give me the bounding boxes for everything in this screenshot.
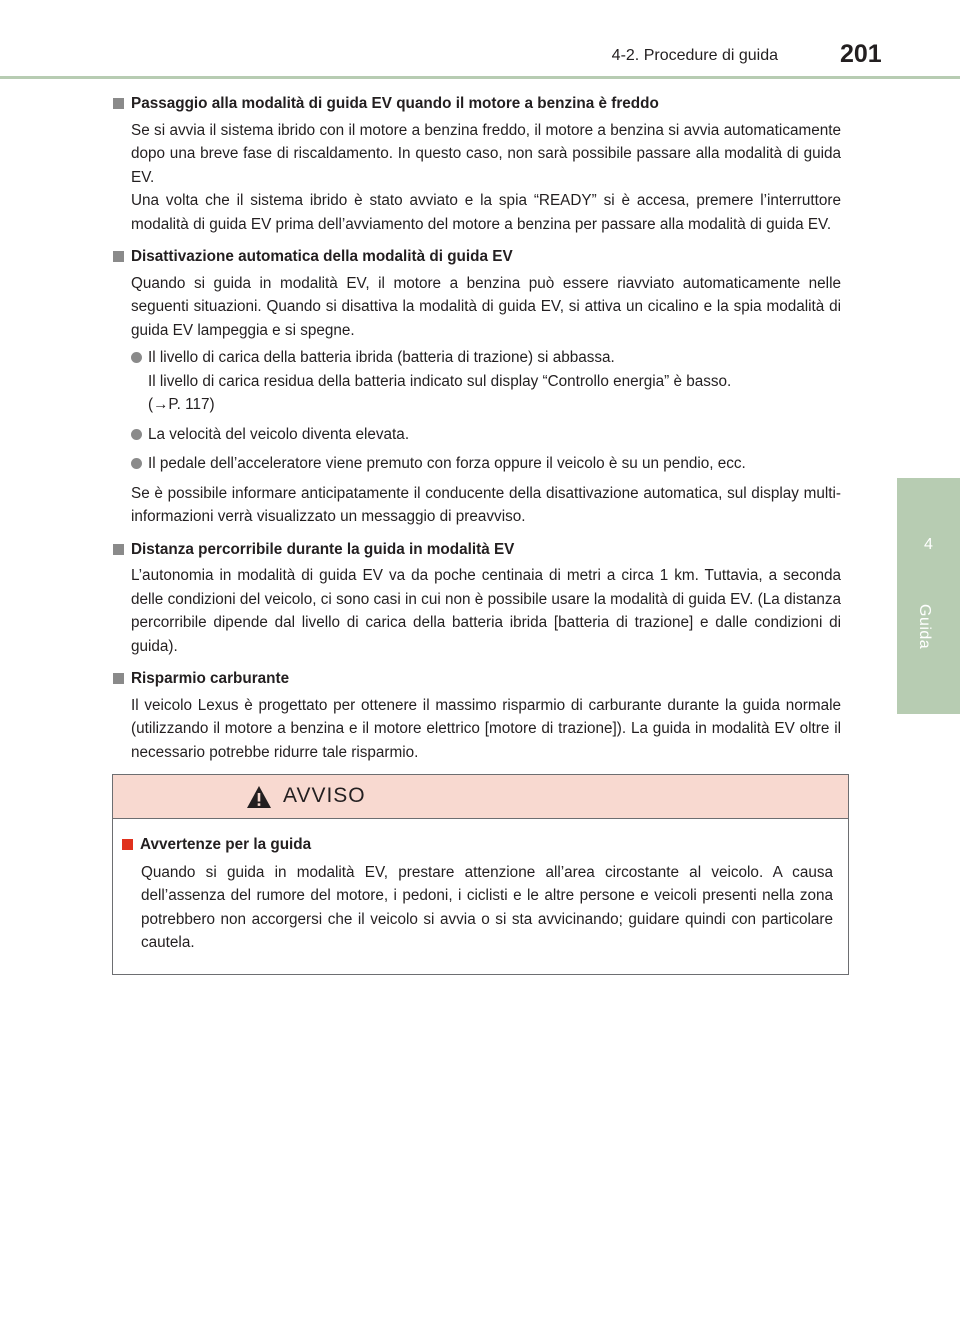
page-number: 201 bbox=[840, 40, 882, 68]
section-heading-text: Distanza percorribile durante la guida in modalità EV bbox=[131, 540, 515, 558]
section-heading bbox=[113, 538, 841, 562]
page-reference-link[interactable]: (→P. 117) bbox=[148, 396, 215, 413]
section-auto-deactivation bbox=[113, 245, 841, 529]
section-ev-range bbox=[113, 538, 841, 659]
section-heading bbox=[113, 245, 841, 269]
list-item-text: Il livello di carica residua della batteria indicato sul display “Controllo energia” è basso. bbox=[148, 372, 732, 390]
paragraph: Una volta che il sistema ibrido è stato avviato e la spia “READY” si è accesa, premere l’interruttore modalità di guida EV prima dell’avviamento del motore a benzina per passare alla modalità di guida EV. bbox=[131, 192, 841, 233]
section-ev-cold-engine bbox=[113, 92, 841, 236]
round-bullet-icon bbox=[131, 429, 142, 440]
list-item bbox=[131, 423, 841, 447]
round-bullet-icon bbox=[131, 352, 142, 363]
warning-paragraph: Quando si guida in modalità EV, prestare attenzione all’area circostante al veicolo. A causa dell’assenza del rumore del motore, i pedoni, i ciclisti e le altre persone e veicoli presenti nella zona potrebbero non accorgersi che il veicolo si avvia o si sta avvicinando; guidare quindi con particolare cautela. bbox=[141, 863, 833, 951]
paragraph: Quando si guida in modalità EV, il motore a benzina può essere riavviato automaticamente nelle seguenti situazioni. Quando si disattiva la modalità di guida EV, si attiva un cicalino e la spia modalità di guida EV lampeggia e si spegne. bbox=[131, 274, 841, 339]
warning-subheading-text: Avvertenze per la guida bbox=[140, 836, 312, 853]
paragraph: Se si avvia il sistema ibrido con il motore a benzina freddo, il motore a benzina si avvia automaticamente dopo una breve fase di riscaldamento. In questo caso, non sarà possibile passare alla modalità di guida EV. bbox=[131, 121, 841, 186]
section-fuel-saving bbox=[113, 667, 841, 764]
warning-subheading bbox=[122, 833, 848, 857]
chapter-tab bbox=[897, 478, 960, 714]
square-bullet-icon bbox=[113, 251, 124, 262]
square-bullet-icon bbox=[113, 98, 124, 109]
paragraph: Se è possibile informare anticipatamente il conducente della disattivazione automatica, sul display multi-informazioni verrà visualizzato un messaggio di preavviso. bbox=[131, 484, 841, 525]
square-bullet-icon bbox=[113, 673, 124, 684]
section-title: 4-2. Procedure di guida bbox=[611, 47, 778, 64]
chapter-label: Guida bbox=[916, 604, 933, 650]
warning-header bbox=[113, 775, 848, 819]
section-heading-text: Risparmio carburante bbox=[131, 670, 290, 687]
section-heading-text: Disattivazione automatica della modalità di guida EV bbox=[131, 248, 513, 265]
list-item-text: La velocità del veicolo diventa elevata. bbox=[148, 425, 410, 443]
list-item bbox=[131, 346, 841, 417]
list-item-text: Il livello di carica della batteria ibrida (batteria di trazione) si abbassa. bbox=[148, 349, 615, 366]
main-content bbox=[113, 92, 841, 773]
paragraph: Il veicolo Lexus è progettato per ottenere il massimo risparmio di carburante durante la guida normale (utilizzando il motore a benzina e il motore elettrico [motore di trazione]). La guida in modalità EV oltre il necessario potrebbe ridurre tale risparmio. bbox=[131, 696, 841, 761]
warning-box bbox=[112, 774, 849, 975]
list-item-text: Il pedale dell’acceleratore viene premuto con forza oppure il veicolo è su un pendio, ecc. bbox=[148, 455, 746, 472]
section-heading bbox=[113, 667, 841, 691]
section-heading bbox=[113, 92, 841, 116]
red-square-bullet-icon bbox=[122, 839, 133, 850]
section-heading-text: Passaggio alla modalità di guida EV quando il motore a benzina è freddo bbox=[131, 95, 659, 112]
chapter-number: 4 bbox=[924, 536, 933, 553]
header-divider bbox=[0, 76, 960, 79]
round-bullet-icon bbox=[131, 458, 142, 469]
paragraph: L’autonomia in modalità di guida EV va da poche centinaia di metri a circa 1 km. Tuttavia, a seconda delle condizioni del veicolo, ci sono casi in cui non è possibile usare la modalità di guida EV. (La distanza percorribile dipende dal livello di carica della batteria ibrida [batteria di trazione] e dalle condizioni di guida). bbox=[131, 567, 841, 655]
warning-triangle-icon bbox=[246, 785, 272, 809]
warning-body bbox=[113, 833, 848, 955]
square-bullet-icon bbox=[113, 544, 124, 555]
warning-title: AVVISO bbox=[283, 784, 366, 807]
list-item bbox=[131, 452, 841, 476]
